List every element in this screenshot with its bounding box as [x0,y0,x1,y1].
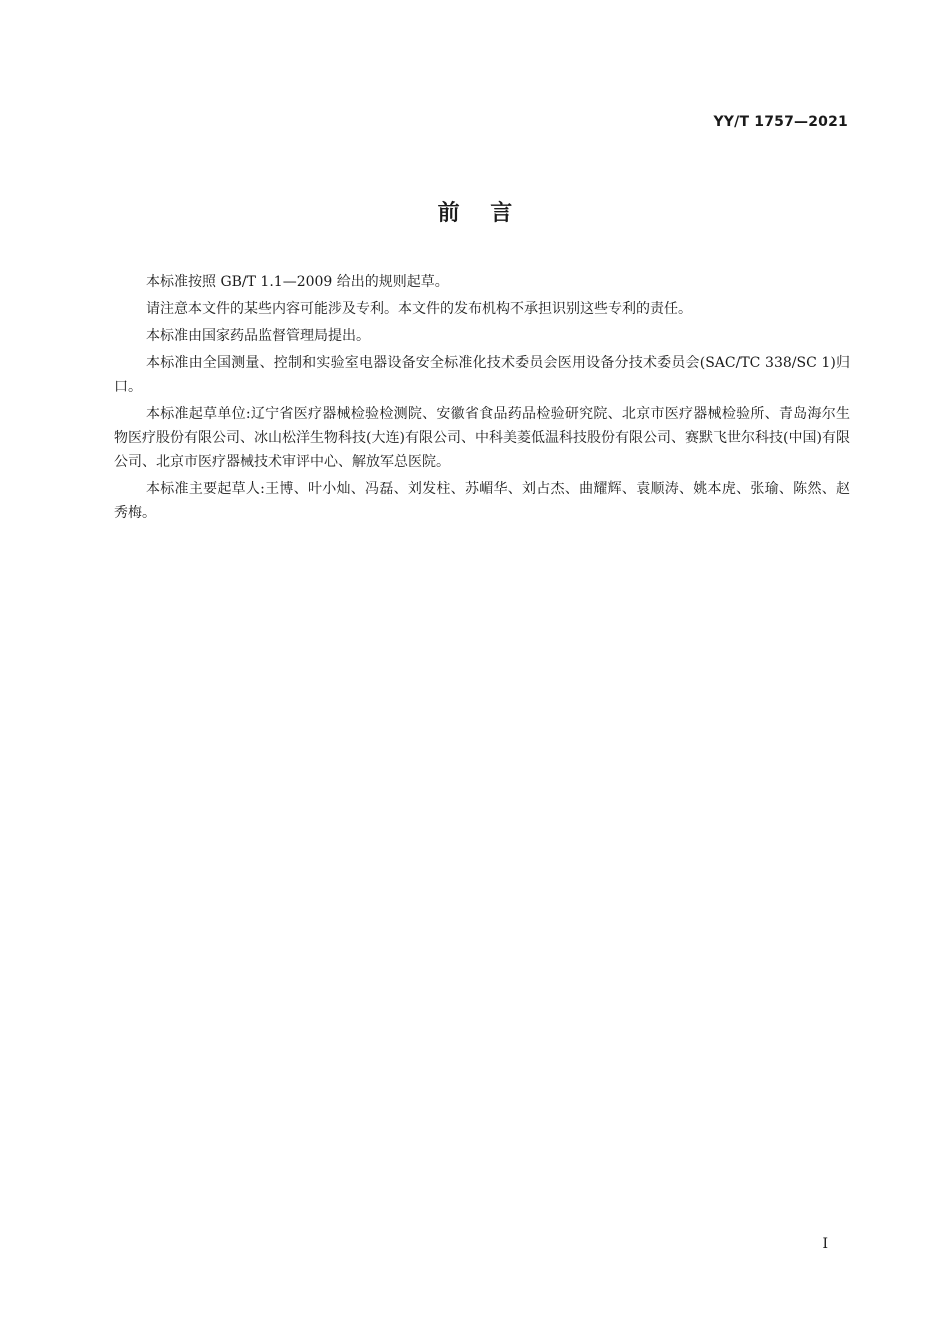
paragraph-drafting-units: 本标准起草单位:辽宁省医疗器械检验检测院、安徽省食品药品检验研究院、北京市医疗器械检验所、青岛海尔生物医疗股份有限公司、冰山松洋生物科技(大连)有限公司、中科美菱低温科技股份有限公司、赛默飞世尔科技(中国)有限公司、北京市医疗器械技术审评中心、解放军总医院。 [114,406,850,470]
page-title: 前 言 [437,201,513,226]
paragraph-drafters: 本标准主要起草人:王博、叶小灿、冯磊、刘发柱、苏嵋华、刘占杰、曲耀辉、袁顺涛、姚本虎、张瑜、陈然、赵秀梅。 [114,481,850,521]
standard-code: YY/T 1757—2021 [713,114,848,130]
document-body [114,270,850,528]
paragraph-patent-notice: 请注意本文件的某些内容可能涉及专利。本文件的发布机构不承担识别这些专利的责任。 [146,301,692,317]
paragraph-proposer: 本标准由国家药品监督管理局提出。 [146,328,370,344]
page-number: I [822,1236,828,1252]
paragraph-committee: 本标准由全国测量、控制和实验室电器设备安全标准化技术委员会医用设备分技术委员会(SAC/TC 338/SC 1)归口。 [114,355,850,395]
paragraph-drafting-rules: 本标准按照 GB/T 1.1—2009 给出的规则起草。 [146,274,449,290]
